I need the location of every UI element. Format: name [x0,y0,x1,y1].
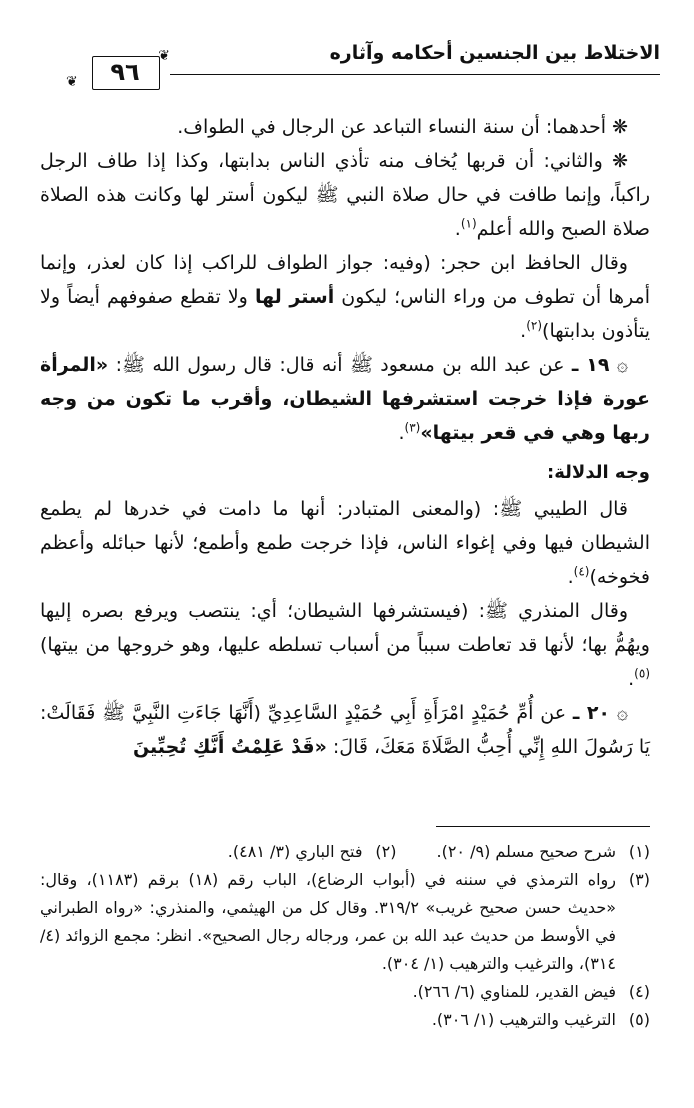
footnote-text: فتح الباري (٣/ ٤٨١). [227,842,363,861]
footnote-ref[interactable]: (٤) [573,564,590,579]
footnote-number: (٥) [628,1010,650,1029]
running-header [26,34,660,94]
footnote-4 [40,978,650,1006]
footnote-number: (١) [628,842,650,861]
paragraph-second-reason: ❋ والثاني: أن قربها يُخاف منه تأذي الناس بدابتها، وكذا إذا طاف الرجل راكباً، وإنما طافت في حال صلاة النبي ﷺ ليكون أستر لها وكانت هذه الصلاة صلاة الصبح والله أعلم$^{(١)}$. [40,150,650,240]
paragraph-text: وقال الحافظ ابن حجر: (وفيه: جواز الطواف للراكب إذا كان لعذر، وإنما أمرها أن تطوف من وراء الناس؛ ليكون [40,252,651,308]
header-rule [170,74,660,75]
footnote-text: فيض القدير، للمناوي (٦/ ٢٦٦). [412,982,616,1001]
main-text [40,110,650,764]
footnote-text: شرح صحيح مسلم (٩/ ٢٠). [436,842,616,861]
emphasis-text: أستر لها [254,286,335,308]
footnote-separator [436,826,650,827]
page-number: ٩٦ [110,58,140,86]
star-bullet-icon: ❋ [612,116,628,138]
paragraph-text: ولا تقطع صفوفهم أيضاً ولا يتأذون بدابتها) [40,286,650,342]
paragraph-text: وقال المنذري ﷺ: (فيستشرفها الشيطان؛ أي: ينتصب ويرفع بصره إليها ويهُمُّ بها؛ لأنها قد تعاطت سبباً من أسباب تسلطه عليها، وهو خروجها من بيتها) [40,600,650,656]
paragraph-ibn-hajar: وقال الحافظ ابن حجر: (وفيه: جواز الطواف للراكب إذا كان لعذر، وإنما أمرها أن تطوف من وراء الناس؛ ليكون أستر لها ولا تقطع صفوفهم أيضاً ولا يتأذون بدابتها)$^{(٢)}$. [40,252,651,342]
footnote-number: (٢) [375,842,397,861]
footnote-3 [40,866,650,978]
paragraph-tibi: قال الطيبي ﷺ: (والمعنى المتبادر: أنها ما دامت في خدرها لم يطمع الشيطان فيها وفي إغواء الناس، فإذا خرجت طمع وأطمع؛ لأنها حبائله وأعظم فخوخه)$^{(٤)}$. [40,498,650,588]
footnote-number: (٤) [628,982,650,1001]
footnote-text: الترغيب والترهيب (١/ ٣٠٦). [431,1010,616,1029]
paragraph-text: أحدهما: أن سنة النساء التباعد عن الرجال في الطواف. [177,116,607,138]
hadith-number: ٢٠ ـ [572,702,611,724]
footnote-2 [228,838,397,866]
leaf-ornament-icon: ❦ [66,74,78,90]
paragraph-text: قال الطيبي ﷺ: (والمعنى المتبادر: أنها ما دامت في خدرها لم يطمع الشيطان فيها وفي إغواء الناس، فإذا خرجت طمع وأطمع؛ لأنها حبائله وأعظم فخوخه) [40,498,650,588]
paragraph-first-reason [40,110,650,144]
footnote-ref[interactable]: (١) [460,216,477,231]
hadith-quote: «قَدْ عَلِمْتُ أَنَّكِ تُحِبِّينَ [132,736,327,758]
star-bullet-icon: ❋ [612,150,628,172]
hadith-marker-icon: ۞ [616,354,629,376]
footnote-ref[interactable]: (٣) [404,420,421,435]
running-title: الاختلاط بين الجنسين أحكامه وآثاره [329,42,660,64]
hadith-number: ١٩ ـ [571,354,610,376]
leaf-ornament-icon: ❦ [158,48,170,64]
footnotes [40,838,650,1034]
page-number-badge [66,48,170,92]
footnote-text: رواه الترمذي في سننه في (أبواب الرضاع)، الباب رقم (١٨) برقم (١١٨٣)، وقال: «حديث حسن صحيح غريب» ٣١٩/٢. وقال كل من الهيثمي، والمنذري: «رواه الطبراني في الأوسط من حديث عبد الله بن عمر، ورجاله رجال الصحيح». انظر: مجمع الزوائد (٤/ ٣١٤)، والترغيب والترهيب (١/ ٣٠٤). [40,870,617,973]
paragraph-text: والثاني: أن قربها يُخاف منه تأذي الناس بدابتها، وكذا إذا طاف الرجل راكباً، وإنما طافت في حال صلاة النبي ﷺ ليكون أستر لها وكانت هذه الصلاة صلاة الصبح والله أعلم [40,150,650,240]
footnote-number: (٣) [628,870,650,889]
hadith-intro: عن عبد الله بن مسعود ﷺ أنه قال: قال رسول الله ﷺ: [108,354,572,376]
hadith-quote: «المرأة عورة فإذا خرجت استشرفها الشيطان، وأقرب ما تكون من وجه ربها وهي في قعر بيتها» [40,354,650,444]
footnote-5 [40,1006,650,1034]
hadith-19: ۞ ١٩ ـ عن عبد الله بن مسعود ﷺ أنه قال: قال رسول الله ﷺ: «المرأة عورة فإذا خرجت استشرفها الشيطان، وأقرب ما تكون من وجه ربها وهي في قعر بيتها»$^{(٣)}$. [40,354,650,444]
footnote-ref[interactable]: (٥) [634,666,650,681]
footnote-1 [436,838,650,866]
footnote-ref[interactable]: (٢) [526,318,543,333]
hadith-marker-icon: ۞ [616,702,629,724]
hadith-intro: عن أُمِّ حُمَيْدٍ امْرَأَةِ أَبِي حُمَيْدٍ السَّاعِدِيِّ (أَنَّهَا جَاءَتِ النَّبِيَّ ﷺ فَقَالَتْ: يَا رَسُولَ اللهِ إِنِّي أُحِبُّ الصَّلَاةَ مَعَكَ، قَالَ: [40,702,650,758]
section-heading: وجه الدلالة: [547,462,650,483]
hadith-20 [40,696,650,764]
footnote-row [40,838,650,866]
paragraph-mundhiri: وقال المنذري ﷺ: (فيستشرفها الشيطان؛ أي: ينتصب ويرفع بصره إليها ويهُمُّ بها؛ لأنها قد تعاطت سبباً من أسباب تسلطه عليها، وهو خروجها من بيتها)$^{(٥)}$. [40,600,650,690]
